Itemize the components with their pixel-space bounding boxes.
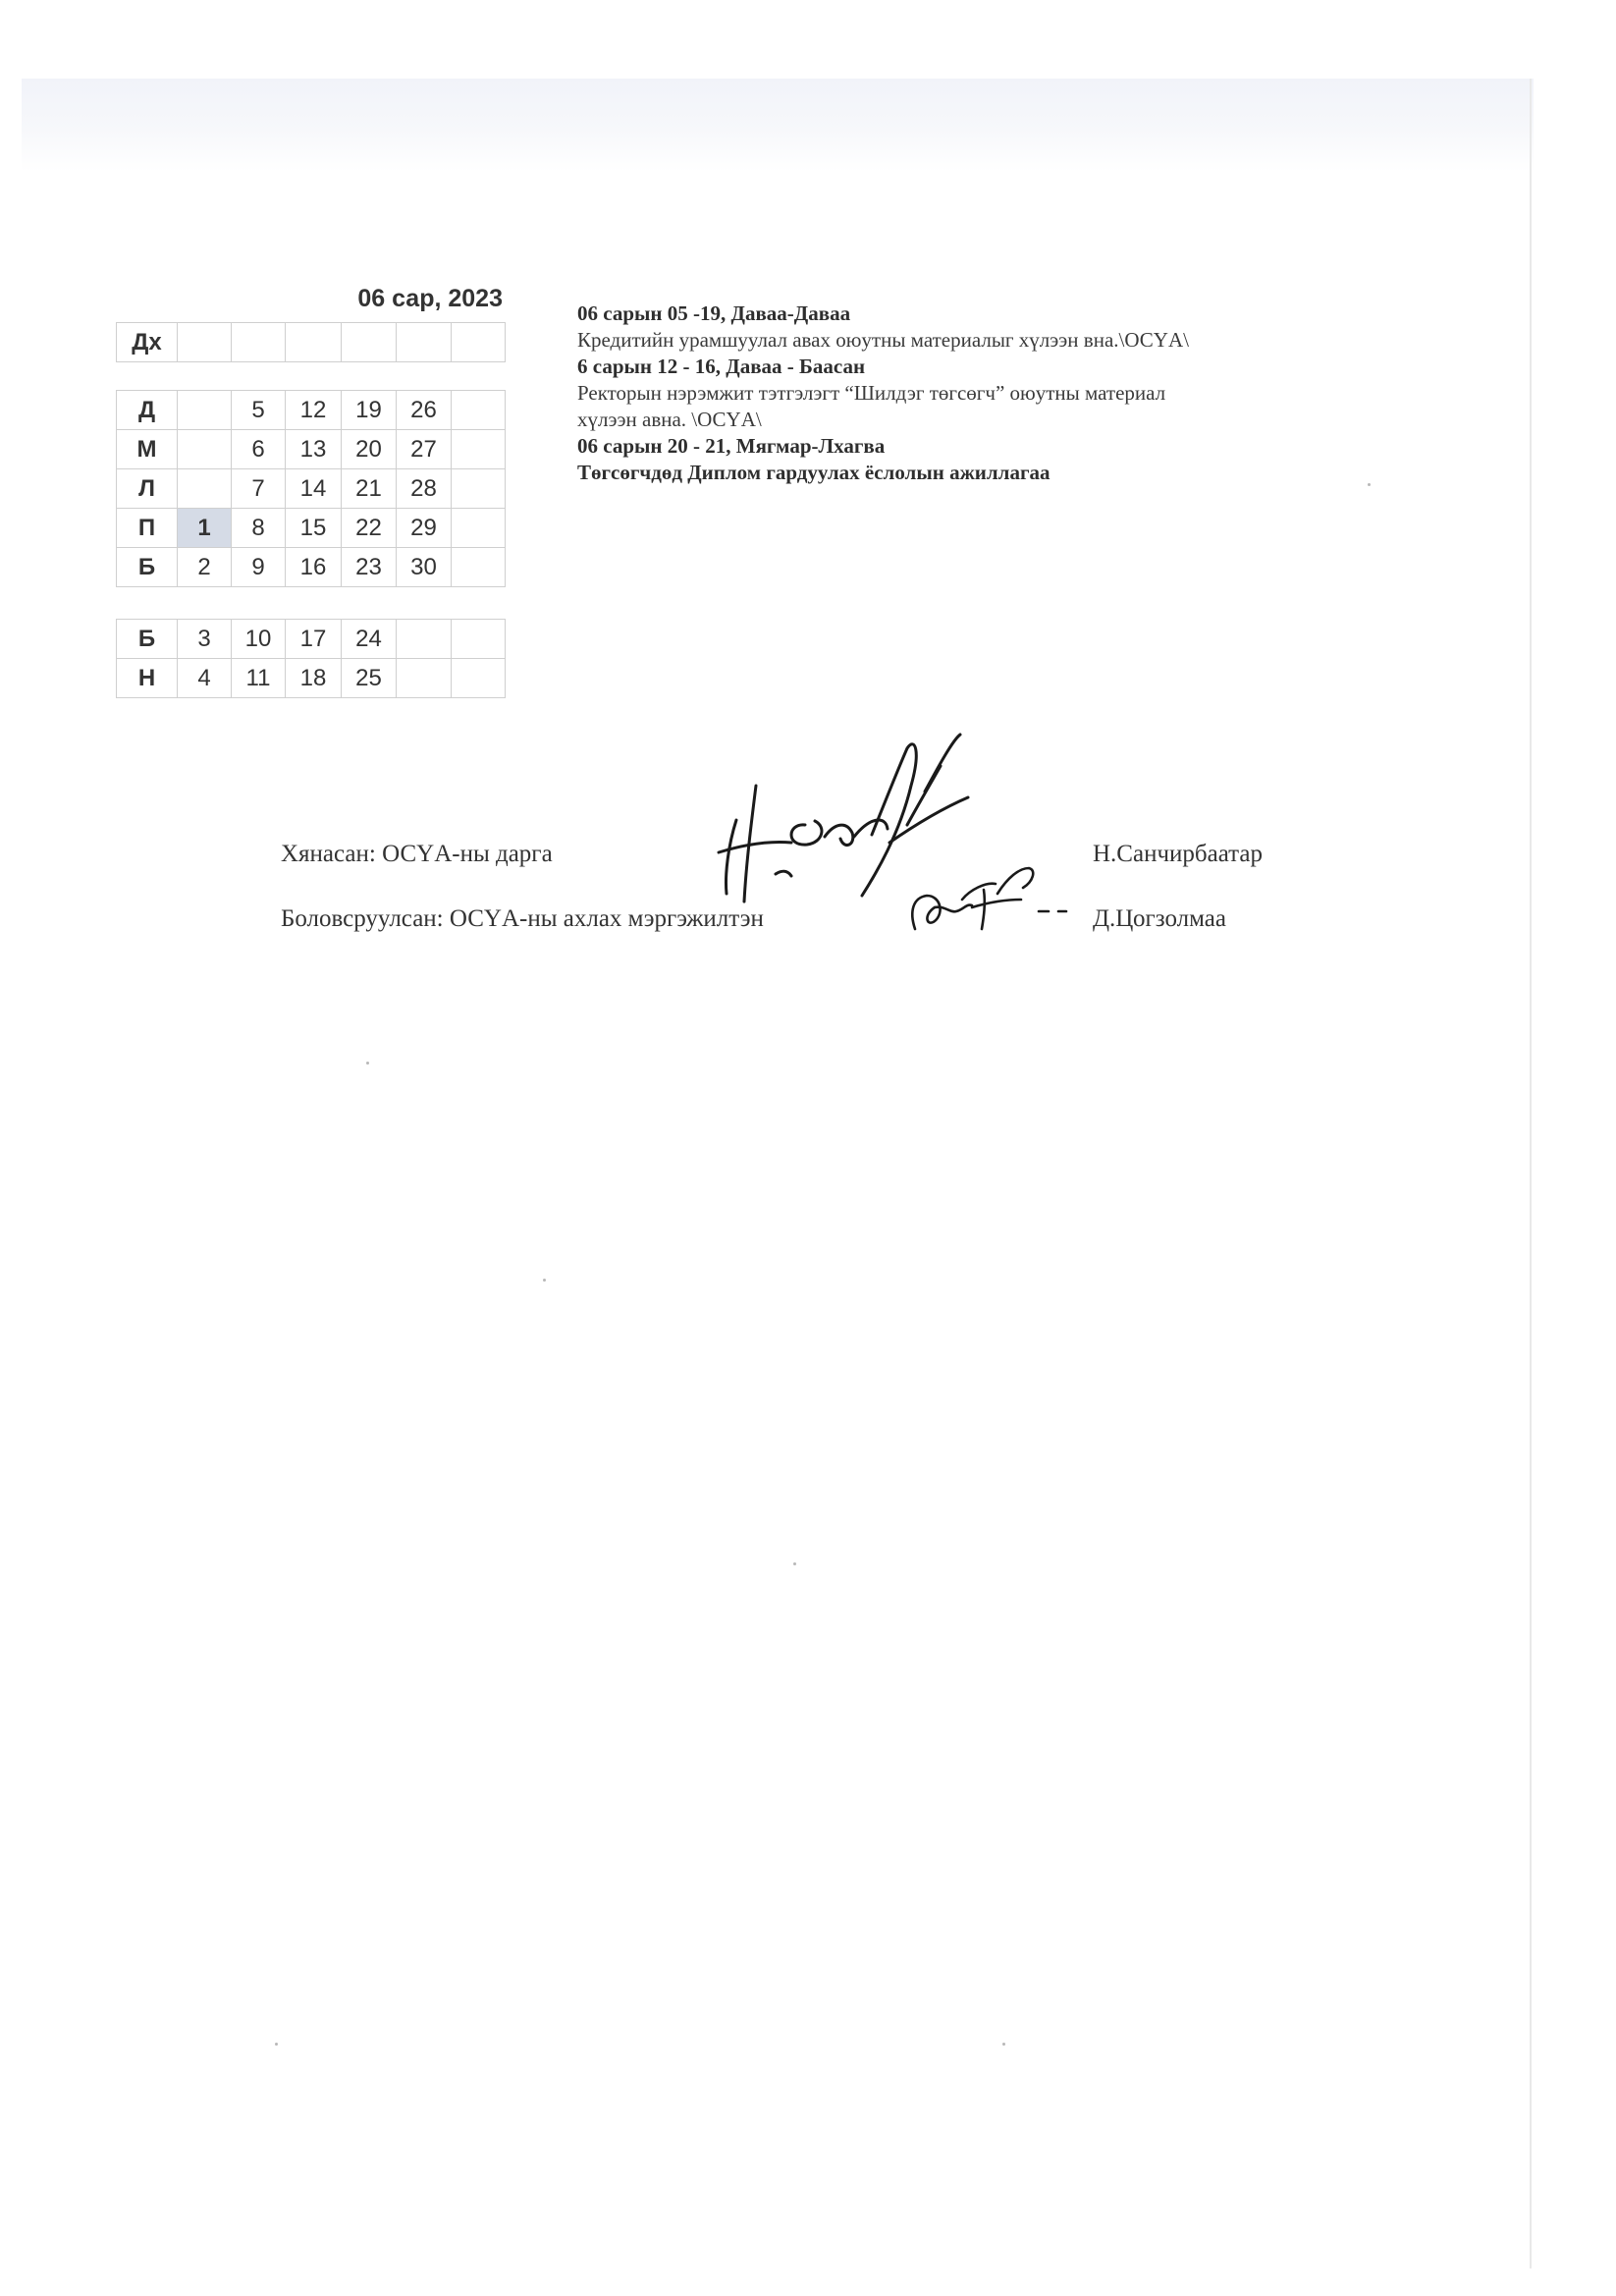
calendar-day-cell (452, 509, 506, 548)
calendar-row (117, 430, 506, 469)
calendar-day-cell (178, 391, 232, 430)
calendar-day-cell: 3 (178, 620, 232, 659)
calendar-header-row (116, 322, 506, 362)
calendar-day-cell: 22 (342, 509, 397, 548)
approved-by-name: Н.Санчирбаатар (1093, 841, 1263, 867)
calendar-day-cell (397, 659, 452, 698)
calendar-day-cell: 9 (232, 548, 286, 587)
scan-speck (275, 2043, 278, 2046)
scan-edge-right (1530, 79, 1532, 2269)
event-title: 06 сарын 05 -19, Даваа-Даваа (577, 301, 851, 325)
prepared-by-name: Д.Цогзолмаа (1093, 905, 1226, 932)
calendar-day-cell: 16 (286, 548, 342, 587)
scan-speck (543, 1279, 546, 1282)
calendar-day-cell (178, 430, 232, 469)
event-title: 06 сарын 20 - 21, Мягмар-Лхагва (577, 434, 886, 458)
calendar-day-cell (452, 620, 506, 659)
event-description: Кредитийн урамшуулал авах оюутны материалыг хүлээн вна.\ОСҮА\ (577, 328, 1189, 352)
event-description: Ректорын нэрэмжит тэтгэлэгт “Шилдэг төгсөгч” оюутны материал (577, 381, 1166, 405)
calendar-row (117, 509, 506, 548)
calendar-day-cell: 28 (397, 469, 452, 509)
calendar-day-cell: 14 (286, 469, 342, 509)
week-column-label: Дх (117, 323, 178, 362)
event-list (577, 301, 1343, 486)
calendar-day-cell: 27 (397, 430, 452, 469)
calendar-cell (397, 323, 452, 362)
approved-by-label: Хянасан: ОСҮА-ны дарга (281, 841, 553, 867)
signature-preparer (901, 860, 1098, 949)
weekday-label: Б (117, 548, 178, 587)
calendar-day-cell: 13 (286, 430, 342, 469)
weekday-label: Д (117, 391, 178, 430)
calendar-day-cell: 24 (342, 620, 397, 659)
calendar-day-cell: 26 (397, 391, 452, 430)
event-title: Төгсөгчдөд Диплом гардуулах ёслолын ажиллагаа (577, 461, 1050, 484)
scan-speck (1368, 483, 1371, 486)
event-title: 6 сарын 12 - 16, Даваа - Баасан (577, 355, 866, 378)
calendar-day-highlighted: 1 (178, 509, 232, 548)
calendar-day-cell: 5 (232, 391, 286, 430)
calendar-day-cell: 17 (286, 620, 342, 659)
scan-speck (793, 1562, 796, 1565)
calendar-day-cell: 10 (232, 620, 286, 659)
calendar-row (117, 659, 506, 698)
weekday-label: Л (117, 469, 178, 509)
weekday-label: Н (117, 659, 178, 698)
calendar-day-cell: 29 (397, 509, 452, 548)
calendar-day-cell: 6 (232, 430, 286, 469)
calendar-day-cell: 30 (397, 548, 452, 587)
weekday-label: П (117, 509, 178, 548)
calendar-day-cell: 19 (342, 391, 397, 430)
calendar-row (117, 620, 506, 659)
calendar-weekday-block (116, 390, 506, 587)
scan-speck (1002, 2043, 1005, 2046)
calendar-row (117, 548, 506, 587)
calendar-day-cell: 2 (178, 548, 232, 587)
calendar-day-cell (452, 548, 506, 587)
calendar-cell (178, 323, 232, 362)
calendar-day-cell: 8 (232, 509, 286, 548)
calendar-weekend-block (116, 619, 506, 698)
calendar-day-cell: 11 (232, 659, 286, 698)
calendar-day-cell (452, 469, 506, 509)
calendar-day-cell: 15 (286, 509, 342, 548)
weekday-label: Б (117, 620, 178, 659)
calendar-row (117, 469, 506, 509)
calendar-day-cell: 4 (178, 659, 232, 698)
calendar-day-cell (178, 469, 232, 509)
calendar-day-cell (452, 430, 506, 469)
calendar-day-cell: 25 (342, 659, 397, 698)
calendar-day-cell: 12 (286, 391, 342, 430)
scan-shadow-top (22, 79, 1534, 172)
scan-speck (366, 1062, 369, 1065)
calendar-day-cell: 23 (342, 548, 397, 587)
calendar-row (117, 391, 506, 430)
calendar-day-cell (397, 620, 452, 659)
prepared-by-label: Боловсруулсан: ОСҮА-ны ахлах мэргэжилтэн (281, 905, 764, 932)
calendar-day-cell: 7 (232, 469, 286, 509)
calendar-day-cell: 18 (286, 659, 342, 698)
calendar-day-cell (452, 391, 506, 430)
calendar-cell (452, 323, 506, 362)
calendar-cell (286, 323, 342, 362)
calendar-day-cell (452, 659, 506, 698)
calendar-title: 06 сар, 2023 (357, 285, 503, 312)
weekday-label: М (117, 430, 178, 469)
calendar-cell (232, 323, 286, 362)
calendar-cell (342, 323, 397, 362)
calendar-day-cell: 20 (342, 430, 397, 469)
event-description: хүлээн авна. \ОСҮА\ (577, 408, 762, 431)
calendar-day-cell: 21 (342, 469, 397, 509)
